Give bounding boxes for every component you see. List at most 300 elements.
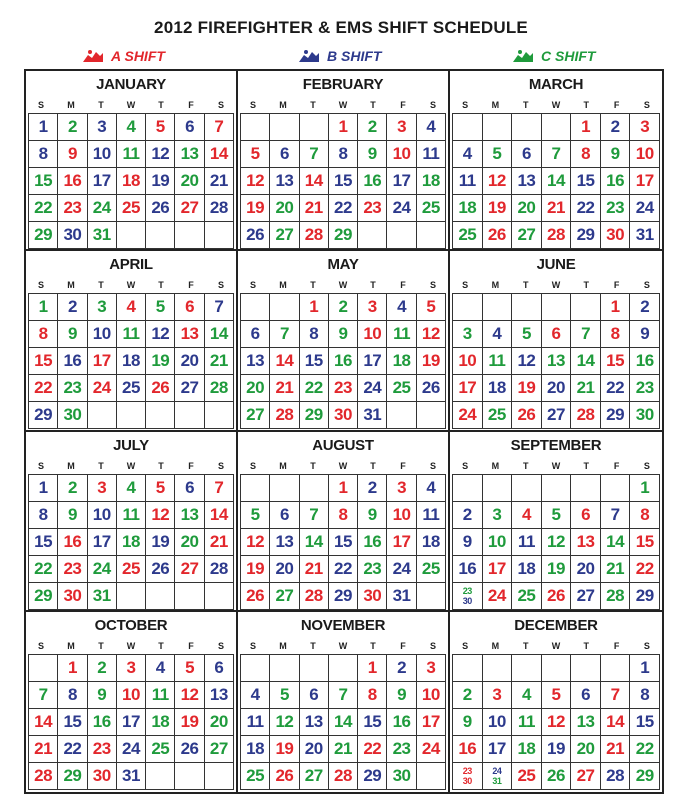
day-cell	[512, 655, 542, 682]
weekday-label: W	[551, 280, 561, 291]
day-number: 20	[175, 168, 204, 195]
day-number: 21	[300, 195, 329, 222]
day-number: 25	[387, 375, 416, 402]
weekday-label: T	[522, 460, 529, 471]
weekday-label: T	[583, 640, 590, 651]
day-number: 27	[270, 222, 299, 249]
day-cell	[205, 763, 234, 790]
weekday-label: S	[217, 460, 224, 471]
day-number: 20	[512, 195, 542, 222]
day-number: 3	[483, 682, 513, 709]
day-number: 23	[358, 195, 387, 222]
day-number: 9	[358, 141, 387, 168]
day-number: 22	[300, 375, 329, 402]
day-number: 15	[329, 529, 358, 556]
month-title: JULY	[113, 436, 149, 454]
day-number: 30	[58, 583, 87, 610]
day-number: 19	[512, 375, 542, 402]
weekday-label: W	[126, 100, 136, 110]
weekday-label: M	[67, 280, 75, 291]
day-number: 14	[205, 502, 234, 529]
day-number: 2	[453, 682, 483, 709]
day-number: 15	[300, 348, 329, 375]
day-number: 27	[571, 763, 601, 790]
day-number: 25	[417, 195, 446, 222]
day-number: 29	[358, 763, 387, 790]
day-number: 5	[270, 682, 299, 709]
day-cell	[358, 222, 387, 249]
day-number: 18	[483, 375, 513, 402]
day-number: 1	[358, 655, 387, 682]
day-number: 11	[241, 709, 270, 736]
day-cell	[453, 655, 483, 682]
day-number: 12	[542, 529, 572, 556]
day-number: 11	[453, 168, 483, 195]
day-number: 23	[329, 375, 358, 402]
day-number: 27	[512, 222, 542, 249]
day-number: 19	[483, 195, 513, 222]
day-number: 22	[630, 736, 660, 763]
day-number: 22	[329, 556, 358, 583]
day-number: 17	[88, 529, 117, 556]
day-number: 28	[300, 222, 329, 249]
day-number: 8	[329, 141, 358, 168]
day-number: 6	[270, 502, 299, 529]
day-number: 7	[205, 114, 234, 141]
day-cell	[270, 655, 299, 682]
day-grid	[240, 474, 446, 610]
day-number: 18	[512, 736, 542, 763]
weekday-label: S	[643, 100, 650, 110]
weekday-label: M	[279, 640, 287, 651]
day-number: 5	[146, 294, 175, 321]
day-number: 19	[542, 736, 572, 763]
day-number: 29	[58, 763, 87, 790]
day-number: 26	[146, 375, 175, 402]
weekday-label: M	[491, 280, 500, 291]
day-cell	[483, 655, 513, 682]
day-cell	[571, 655, 601, 682]
day-number: 11	[483, 348, 513, 375]
day-number: 15	[58, 709, 87, 736]
day-number: 9	[88, 682, 117, 709]
day-number: 19	[270, 736, 299, 763]
day-number: 6	[300, 682, 329, 709]
day-number: 3	[483, 502, 513, 529]
day-number: 9	[329, 321, 358, 348]
day-number: 12	[146, 502, 175, 529]
day-number: 4	[483, 321, 513, 348]
day-number: 12	[417, 321, 446, 348]
weekday-label: T	[158, 280, 164, 291]
day-number: 7	[571, 321, 601, 348]
day-number: 15	[571, 168, 601, 195]
day-number: 25	[417, 556, 446, 583]
day-cell	[512, 294, 542, 321]
day-cell	[175, 222, 204, 249]
weekday-label: S	[249, 640, 256, 651]
weekday-label: W	[126, 640, 136, 651]
day-number: 12	[270, 709, 299, 736]
day-number: 21	[270, 375, 299, 402]
day-number: 24	[453, 402, 483, 429]
day-cell	[542, 294, 572, 321]
month-title: MARCH	[528, 76, 584, 93]
day-number: 8	[300, 321, 329, 348]
day-number: 4	[117, 475, 146, 502]
weekday-label: F	[400, 460, 406, 471]
day-number: 19	[241, 556, 270, 583]
day-number: 18	[453, 195, 483, 222]
day-cell	[483, 294, 513, 321]
weekday-label: T	[522, 280, 529, 291]
day-number: 16	[88, 709, 117, 736]
day-number: 3	[358, 294, 387, 321]
weekday-label: W	[338, 460, 348, 471]
day-number: 3	[387, 114, 416, 141]
day-number: 21	[571, 375, 601, 402]
day-number: 20	[175, 529, 204, 556]
day-number: 21	[205, 529, 234, 556]
day-cell	[571, 475, 601, 502]
day-number: 23	[88, 736, 117, 763]
day-number: 13	[571, 709, 601, 736]
day-number: 3	[117, 655, 146, 682]
weekday-label: M	[67, 640, 75, 651]
weekday-label: S	[37, 460, 44, 471]
day-number: 7	[270, 321, 299, 348]
day-cell	[453, 583, 483, 610]
weekday-label: S	[462, 100, 469, 110]
day-number: 9	[58, 321, 87, 348]
month-title: OCTOBER	[94, 616, 168, 634]
weekday-label: W	[551, 640, 561, 651]
day-number: 17	[483, 556, 513, 583]
day-number: 29	[29, 402, 58, 429]
day-cell	[417, 583, 446, 610]
firefighter-icon	[82, 49, 104, 63]
day-number: 20	[270, 556, 299, 583]
weekday-label: T	[158, 100, 164, 110]
day-number: 27	[175, 375, 204, 402]
weekday-label: T	[522, 100, 529, 110]
day-number: 14	[300, 529, 329, 556]
day-number: 17	[630, 168, 660, 195]
day-number: 29	[300, 402, 329, 429]
weekday-label: W	[338, 100, 348, 110]
day-number: 14	[205, 141, 234, 168]
day-number: 26	[146, 556, 175, 583]
day-number: 20	[300, 736, 329, 763]
weekday-label: S	[643, 640, 650, 651]
day-number: 19	[146, 348, 175, 375]
day-number: 12	[241, 529, 270, 556]
day-number: 15	[630, 529, 660, 556]
day-number: 3	[453, 321, 483, 348]
day-number: 27	[270, 583, 299, 610]
month-october	[26, 612, 238, 792]
month-title: JANUARY	[96, 76, 166, 93]
day-number: 1	[630, 475, 660, 502]
day-cell	[483, 763, 513, 790]
weekday-label: F	[400, 640, 406, 651]
day-number: 10	[630, 141, 660, 168]
weekday-label: S	[37, 640, 44, 651]
month-title: MAY	[327, 256, 359, 274]
day-number: 15	[29, 529, 58, 556]
day-number: 4	[117, 114, 146, 141]
day-number: 30	[387, 763, 416, 790]
day-number: 14	[270, 348, 299, 375]
weekday-label: T	[370, 280, 376, 291]
day-number: 30	[58, 222, 87, 249]
day-number: 7	[300, 141, 329, 168]
weekday-label: F	[613, 100, 620, 110]
month-september	[450, 432, 662, 612]
day-number: 17	[483, 736, 513, 763]
day-number: 13	[512, 168, 542, 195]
day-number: 17	[453, 375, 483, 402]
day-number: 10	[387, 502, 416, 529]
month-title: SEPTEMBER	[510, 436, 602, 454]
day-number: 18	[512, 556, 542, 583]
day-number: 4	[512, 502, 542, 529]
weekday-label: F	[188, 640, 194, 651]
day-number: 15	[630, 709, 660, 736]
weekday-label: S	[462, 280, 469, 291]
legend-label: C SHIFT	[541, 48, 596, 64]
weekday-label: T	[310, 280, 316, 291]
day-number: 7	[300, 502, 329, 529]
day-number: 6	[175, 114, 204, 141]
day-number: 7	[205, 294, 234, 321]
day-cell	[175, 583, 204, 610]
day-number: 12	[483, 168, 513, 195]
day-number: 18	[117, 348, 146, 375]
day-number: 12	[146, 141, 175, 168]
day-number: 10	[88, 141, 117, 168]
day-number: 14	[601, 529, 631, 556]
day-number: 5	[417, 294, 446, 321]
month-may	[238, 251, 450, 431]
weekday-label: T	[98, 640, 104, 651]
day-number: 6	[512, 141, 542, 168]
day-number: 15	[329, 168, 358, 195]
day-number: 29	[29, 583, 58, 610]
day-number: 1	[29, 114, 58, 141]
day-cell	[29, 655, 58, 682]
day-number: 8	[601, 321, 631, 348]
day-number: 11	[417, 141, 446, 168]
day-cell	[300, 114, 329, 141]
day-number: 10	[483, 529, 513, 556]
weekday-label: M	[491, 100, 500, 110]
day-number: 4	[146, 655, 175, 682]
day-grid	[240, 654, 446, 790]
day-number: 10	[117, 682, 146, 709]
day-cell	[387, 402, 416, 429]
day-cell	[542, 475, 572, 502]
legend-a-shift	[82, 48, 165, 64]
day-number: 25	[117, 375, 146, 402]
weekday-label: W	[338, 640, 348, 651]
day-number: 1	[329, 114, 358, 141]
day-number: 27	[175, 195, 204, 222]
day-number: 2	[58, 114, 87, 141]
day-number: 16	[358, 168, 387, 195]
day-number: 18	[146, 709, 175, 736]
day-number: 4	[387, 294, 416, 321]
weekday-label: M	[67, 100, 75, 110]
day-number: 20	[571, 736, 601, 763]
day-cell	[270, 294, 299, 321]
day-number: 19	[241, 195, 270, 222]
day-grid	[28, 113, 234, 249]
weekday-label: S	[462, 460, 469, 471]
weekday-label: T	[310, 460, 316, 471]
day-number: 14	[300, 168, 329, 195]
day-number: 15	[29, 168, 58, 195]
weekday-label: W	[551, 460, 561, 471]
day-number: 15	[358, 709, 387, 736]
day-number: 30	[88, 763, 117, 790]
day-number: 6	[175, 294, 204, 321]
day-number: 18	[117, 529, 146, 556]
day-number: 5	[483, 141, 513, 168]
day-number: 9	[358, 502, 387, 529]
day-number: 11	[117, 502, 146, 529]
day-cell	[453, 114, 483, 141]
day-cell	[601, 475, 631, 502]
day-number: 10	[387, 141, 416, 168]
day-number: 23	[462, 585, 472, 596]
day-number: 17	[88, 168, 117, 195]
day-number: 25	[512, 763, 542, 790]
day-number: 2	[329, 294, 358, 321]
day-number: 11	[417, 502, 446, 529]
month-march	[450, 71, 662, 251]
day-number: 29	[29, 222, 58, 249]
day-number: 6	[241, 321, 270, 348]
weekday-label: T	[310, 640, 316, 651]
day-number: 28	[300, 583, 329, 610]
weekday-label: W	[126, 460, 136, 471]
day-cell	[270, 114, 299, 141]
weekday-label: S	[643, 460, 650, 471]
day-number: 22	[358, 736, 387, 763]
day-number: 16	[58, 529, 87, 556]
day-cell	[205, 222, 234, 249]
day-number: 26	[483, 222, 513, 249]
day-number: 10	[88, 502, 117, 529]
day-number: 10	[358, 321, 387, 348]
day-number: 4	[417, 475, 446, 502]
day-number: 21	[601, 556, 631, 583]
day-number: 13	[270, 529, 299, 556]
day-number: 15	[601, 348, 631, 375]
day-number: 29	[571, 222, 601, 249]
day-number: 24	[358, 375, 387, 402]
day-number: 3	[417, 655, 446, 682]
day-number: 31	[117, 763, 146, 790]
day-number: 26	[241, 583, 270, 610]
day-number: 17	[387, 529, 416, 556]
calendar-grid	[24, 69, 664, 794]
weekday-label: T	[98, 100, 104, 110]
day-number: 14	[205, 321, 234, 348]
day-number: 13	[571, 529, 601, 556]
day-number: 10	[453, 348, 483, 375]
weekday-label: T	[583, 100, 590, 110]
day-number: 22	[329, 195, 358, 222]
day-number: 1	[300, 294, 329, 321]
day-cell	[417, 222, 446, 249]
page-title: 2012 FIREFIGHTER & EMS SHIFT SCHEDULE	[154, 18, 528, 37]
day-number: 2	[58, 294, 87, 321]
day-number: 30	[630, 402, 660, 429]
month-february	[238, 71, 450, 251]
day-number: 6	[175, 475, 204, 502]
day-number: 26	[270, 763, 299, 790]
day-number: 3	[630, 114, 660, 141]
legend-b-shift	[298, 48, 381, 64]
day-number: 1	[29, 475, 58, 502]
day-cell	[88, 402, 117, 429]
day-number: 25	[453, 222, 483, 249]
day-number: 2	[358, 475, 387, 502]
weekday-label: F	[613, 280, 620, 291]
day-number: 12	[542, 709, 572, 736]
day-number: 26	[175, 736, 204, 763]
day-number: 29	[630, 583, 660, 610]
day-number: 24	[88, 375, 117, 402]
day-number: 9	[387, 682, 416, 709]
day-grid	[28, 654, 234, 790]
day-number: 22	[630, 556, 660, 583]
day-number: 7	[29, 682, 58, 709]
month-title: AUGUST	[312, 436, 374, 454]
day-number: 12	[512, 348, 542, 375]
month-november	[238, 612, 450, 792]
day-number: 25	[117, 195, 146, 222]
day-cell	[453, 294, 483, 321]
weekday-label: T	[158, 460, 164, 471]
day-number: 6	[571, 682, 601, 709]
day-number: 23	[58, 375, 87, 402]
day-number: 28	[29, 763, 58, 790]
day-number: 5	[175, 655, 204, 682]
day-number: 28	[571, 402, 601, 429]
day-number: 16	[453, 736, 483, 763]
day-number: 2	[601, 114, 631, 141]
day-number: 26	[146, 195, 175, 222]
day-number: 9	[630, 321, 660, 348]
day-number: 3	[88, 294, 117, 321]
day-number: 8	[630, 502, 660, 529]
day-cell	[300, 655, 329, 682]
day-grid	[28, 293, 234, 429]
day-number: 9	[58, 502, 87, 529]
day-number: 19	[146, 168, 175, 195]
day-cell	[205, 583, 234, 610]
weekday-label: T	[522, 640, 529, 651]
day-grid	[452, 113, 660, 249]
day-number: 14	[542, 168, 572, 195]
day-number: 31	[88, 222, 117, 249]
day-number: 31	[88, 583, 117, 610]
day-number: 16	[630, 348, 660, 375]
month-title: JUNE	[536, 256, 576, 274]
